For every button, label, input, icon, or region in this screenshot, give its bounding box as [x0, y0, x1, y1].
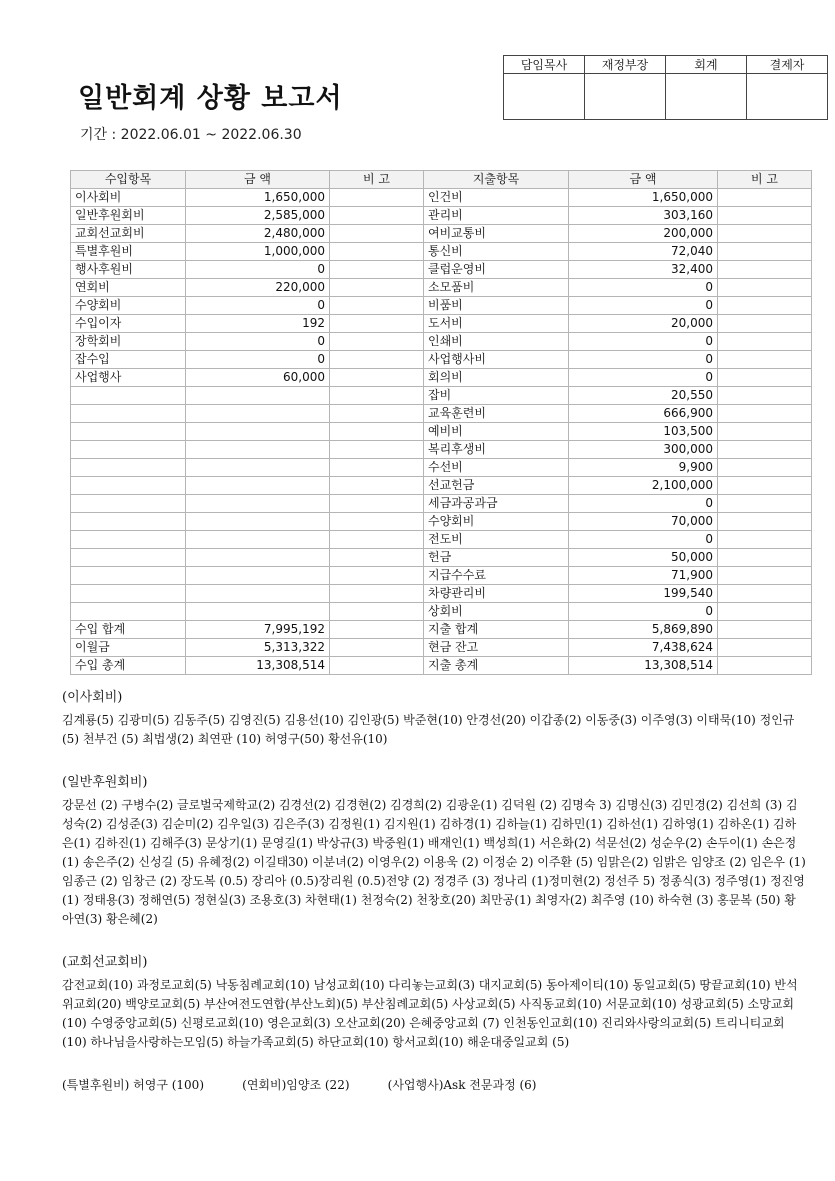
approval-sign-cell[interactable] — [504, 74, 585, 120]
expense-amount: 50,000 — [569, 549, 718, 567]
income-note — [330, 441, 424, 459]
expense-note — [718, 621, 812, 639]
expense-item: 관리비 — [424, 207, 569, 225]
income-amount: 60,000 — [186, 369, 330, 387]
ledger-row — [71, 423, 812, 441]
expense-amount: 7,438,624 — [569, 639, 718, 657]
income-item — [71, 567, 186, 585]
income-amount — [186, 387, 330, 405]
approval-sign-cell[interactable] — [666, 74, 747, 120]
income-item-header: 수입항목 — [71, 171, 186, 189]
expense-amount: 20,550 — [569, 387, 718, 405]
ledger-row — [71, 315, 812, 333]
income-amount: 0 — [186, 261, 330, 279]
income-amount — [186, 441, 330, 459]
income-amount: 192 — [186, 315, 330, 333]
expense-item: 현금 잔고 — [424, 639, 569, 657]
income-note — [330, 477, 424, 495]
expense-note — [718, 495, 812, 513]
expense-note — [718, 351, 812, 369]
income-amount: 1,000,000 — [186, 243, 330, 261]
income-note — [330, 387, 424, 405]
expense-item: 지출 총계 — [424, 657, 569, 675]
page-title: 일반회계 상황 보고서 — [78, 83, 343, 114]
expense-note — [718, 297, 812, 315]
income-amount: 2,480,000 — [186, 225, 330, 243]
income-item — [71, 513, 186, 531]
income-amount — [186, 423, 330, 441]
expense-amount: 1,650,000 — [569, 189, 718, 207]
income-note — [330, 189, 424, 207]
income-amount: 0 — [186, 351, 330, 369]
expense-note — [718, 189, 812, 207]
expense-amount: 0 — [569, 369, 718, 387]
ledger-row — [71, 387, 812, 405]
income-item: 연회비 — [71, 279, 186, 297]
ledger-row — [71, 261, 812, 279]
expense-note — [718, 279, 812, 297]
expense-note — [718, 549, 812, 567]
expense-note — [718, 423, 812, 441]
expense-amount: 2,100,000 — [569, 477, 718, 495]
expense-item: 소모품비 — [424, 279, 569, 297]
expense-amount: 71,900 — [569, 567, 718, 585]
income-item: 교회선교회비 — [71, 225, 186, 243]
expense-item: 잡비 — [424, 387, 569, 405]
expense-item: 인쇄비 — [424, 333, 569, 351]
income-amount: 220,000 — [186, 279, 330, 297]
donor-notes — [62, 688, 807, 1095]
income-amount: 0 — [186, 297, 330, 315]
expense-amount-header: 금 액 — [569, 171, 718, 189]
ledger-row — [71, 243, 812, 261]
section-body: 김계룡(5) 김광미(5) 김동주(5) 김영진(5) 김용선(10) 김인광(5) 박준현(10) 안경선(20) 이갑종(2) 이동중(3) 이주영(3) 이태묵(10) 정인규(5) 천부건 (5) 최법생(2) 최연판 (10) 허영구(50) 황선유(10) — [62, 713, 795, 746]
income-note — [330, 459, 424, 477]
ledger-row — [71, 225, 812, 243]
expense-amount: 103,500 — [569, 423, 718, 441]
approval-sign-cell[interactable] — [585, 74, 666, 120]
ledger-row — [71, 351, 812, 369]
expense-amount: 32,400 — [569, 261, 718, 279]
expense-amount: 0 — [569, 603, 718, 621]
income-amount — [186, 513, 330, 531]
expense-note-header: 비 고 — [718, 171, 812, 189]
income-note — [330, 369, 424, 387]
income-item: 이사회비 — [71, 189, 186, 207]
section-board-dues — [62, 688, 807, 749]
income-item — [71, 423, 186, 441]
expense-amount: 20,000 — [569, 315, 718, 333]
expense-note — [718, 225, 812, 243]
income-item — [71, 441, 186, 459]
section-heading: (일반후원회비) — [62, 775, 148, 790]
section-heading: (이사회비) — [62, 690, 123, 705]
income-amount: 0 — [186, 333, 330, 351]
expense-note — [718, 333, 812, 351]
income-note — [330, 495, 424, 513]
income-item: 수입이자 — [71, 315, 186, 333]
ledger-row — [71, 585, 812, 603]
expense-note — [718, 657, 812, 675]
expense-item: 여비교통비 — [424, 225, 569, 243]
ledger-row — [71, 639, 812, 657]
ledger-row — [71, 549, 812, 567]
expense-item: 전도비 — [424, 531, 569, 549]
income-item: 수입 총계 — [71, 657, 186, 675]
expense-note — [718, 585, 812, 603]
income-item: 잡수입 — [71, 351, 186, 369]
income-amount: 7,995,192 — [186, 621, 330, 639]
expense-item: 클럽운영비 — [424, 261, 569, 279]
expense-amount: 199,540 — [569, 585, 718, 603]
income-item: 일반후원회비 — [71, 207, 186, 225]
expense-item: 인건비 — [424, 189, 569, 207]
income-item: 사업행사 — [71, 369, 186, 387]
ledger-row — [71, 207, 812, 225]
expense-note — [718, 369, 812, 387]
ledger-row — [71, 459, 812, 477]
expense-item: 예비비 — [424, 423, 569, 441]
income-note — [330, 351, 424, 369]
income-item: 수입 합계 — [71, 621, 186, 639]
section-body: 감전교회(10) 과정로교회(5) 낙동침례교회(10) 남성교회(10) 다리놓는교회(3) 대지교회(5) 동아제이티(10) 동일교회(5) 땅끝교회(10) 반석위교회(20) 백양로교회(5) 부산여전도연합(부산노회)(5) 부산침례교회(5) 사상교회(5) 사직동교회(10) 서문교회(10) 성광교회(5) 소망교회(10) 수영중앙교회(5) 신평로교회(10) 영은교회(3) 오산교회(20) 은혜중앙교회 (7) 인천동인교회(10) 진리와사랑의교회(5) 트리니티교회(10) 하나님을사랑하는모임(5) 하늘가족교회(5) 하단교회(10) 항서교회(10) 해운대중일교회 (5) — [62, 978, 798, 1049]
income-note — [330, 657, 424, 675]
expense-amount: 70,000 — [569, 513, 718, 531]
income-amount — [186, 531, 330, 549]
expense-item: 상회비 — [424, 603, 569, 621]
approval-header-pastor: 담임목사 — [504, 56, 585, 74]
expense-item: 헌금 — [424, 549, 569, 567]
expense-amount: 666,900 — [569, 405, 718, 423]
approval-sign-cell[interactable] — [747, 74, 828, 120]
income-note — [330, 621, 424, 639]
section-church-mission — [62, 953, 807, 1052]
section-body: 강문선 (2) 구병수(2) 글로벌국제학교(2) 김경선(2) 김경현(2) 김경희(2) 김광운(1) 김덕원 (2) 김명숙 3) 김명신(3) 김민경(2) 김선희 (3) 김성숙(2) 김성준(3) 김순미(2) 김우일(3) 김은주(3) 김정원(1) 김지원(1) 김하경(1) 김하늘(1) 김하민(1) 김하선(1) 김하영(1) 김하온(1) 김하은(1) 김하진(1) 김해주(3) 문상기(1) 문영길(1) 박상규(3) 박중원(1) 배재인(1) 백성희(1) 서은화(2) 석문선(2) 성순우(2) 손두이(1) 손은정(1) 송은주(2) 신성길 (5) 유혜정(2) 이길태30) 이분녀(2) 이영우(2) 이용욱 (2) 이정순 2) 이주환 (5) 임맑은(2) 임밝은 임양조 (2) 임은우 (1) 임종근 (2) 임창근 (2) 장도복 (0.5) 장리아 (0.5)장리원 (0.5)전양 (2) 정경주 (3) 정나리 (1)정미현(2) 정선주 5) 정종식(3) 정주영(1) 정진영(1) 정태용(3) 정해연(5) 정현실(3) 조용호(3) 차현태(1) 천정숙(2) 천창호(20) 최만공(1) 최영자(2) 최주영 (10) 하숙현 (3) 홍문복 (50) 황아연(3) 황은혜(2) — [62, 798, 806, 926]
income-note — [330, 567, 424, 585]
income-item: 수양회비 — [71, 297, 186, 315]
income-amount — [186, 567, 330, 585]
expense-note — [718, 441, 812, 459]
expense-note — [718, 459, 812, 477]
income-note — [330, 243, 424, 261]
income-note — [330, 549, 424, 567]
report-period: 기간 : 2022.06.01 ~ 2022.06.30 — [80, 127, 302, 143]
approval-box — [503, 55, 828, 120]
income-note — [330, 423, 424, 441]
income-note — [330, 297, 424, 315]
expense-note — [718, 603, 812, 621]
ledger-row — [71, 567, 812, 585]
income-note — [330, 315, 424, 333]
section-general-support — [62, 773, 807, 929]
income-amount — [186, 459, 330, 477]
income-note — [330, 261, 424, 279]
expense-amount: 9,900 — [569, 459, 718, 477]
income-amount: 5,313,322 — [186, 639, 330, 657]
expense-note — [718, 477, 812, 495]
income-item — [71, 477, 186, 495]
ledger-row — [71, 189, 812, 207]
expense-amount: 72,040 — [569, 243, 718, 261]
section-heading: (교회선교회비) — [62, 955, 148, 970]
income-item — [71, 549, 186, 567]
income-note — [330, 207, 424, 225]
income-item — [71, 585, 186, 603]
special-donations-line: (특별후원비) 허영구 (100) (연회비)임양조 (22) (사업행사)Ask 전문과정 (6) — [62, 1078, 537, 1092]
expense-item: 사업행사비 — [424, 351, 569, 369]
income-item: 행사후원비 — [71, 261, 186, 279]
expense-amount: 0 — [569, 495, 718, 513]
expense-item: 수양회비 — [424, 513, 569, 531]
expense-note — [718, 387, 812, 405]
ledger-row — [71, 603, 812, 621]
expense-item: 회의비 — [424, 369, 569, 387]
ledger-row — [71, 657, 812, 675]
ledger-row — [71, 297, 812, 315]
expense-note — [718, 531, 812, 549]
ledger-row — [71, 279, 812, 297]
income-item: 장학회비 — [71, 333, 186, 351]
expense-item: 차량관리비 — [424, 585, 569, 603]
income-amount — [186, 405, 330, 423]
ledger-body — [71, 189, 812, 675]
income-note-header: 비 고 — [330, 171, 424, 189]
income-item: 특별후원비 — [71, 243, 186, 261]
expense-item: 비품비 — [424, 297, 569, 315]
expense-item: 지출 합계 — [424, 621, 569, 639]
approval-header-approver: 결제자 — [747, 56, 828, 74]
income-note — [330, 279, 424, 297]
income-note — [330, 639, 424, 657]
expense-item: 선교헌금 — [424, 477, 569, 495]
income-note — [330, 405, 424, 423]
income-note — [330, 585, 424, 603]
income-note — [330, 513, 424, 531]
approval-header-finance: 재정부장 — [585, 56, 666, 74]
expense-note — [718, 513, 812, 531]
income-item — [71, 387, 186, 405]
income-note — [330, 603, 424, 621]
expense-note — [718, 207, 812, 225]
expense-amount: 5,869,890 — [569, 621, 718, 639]
expense-note — [718, 243, 812, 261]
ledger-row — [71, 531, 812, 549]
expense-item: 지급수수료 — [424, 567, 569, 585]
income-amount — [186, 495, 330, 513]
income-amount — [186, 477, 330, 495]
expense-amount: 200,000 — [569, 225, 718, 243]
expense-item: 복리후생비 — [424, 441, 569, 459]
expense-note — [718, 405, 812, 423]
expense-amount: 0 — [569, 297, 718, 315]
expense-amount: 0 — [569, 351, 718, 369]
expense-item-header: 지출항목 — [424, 171, 569, 189]
ledger-row — [71, 621, 812, 639]
income-amount — [186, 603, 330, 621]
ledger-row — [71, 333, 812, 351]
expense-note — [718, 261, 812, 279]
income-item — [71, 531, 186, 549]
ledger-table — [70, 170, 812, 675]
expense-item: 통신비 — [424, 243, 569, 261]
expense-item: 수선비 — [424, 459, 569, 477]
ledger-row — [71, 405, 812, 423]
ledger-row — [71, 369, 812, 387]
expense-amount: 0 — [569, 531, 718, 549]
expense-amount: 0 — [569, 279, 718, 297]
ledger-row — [71, 441, 812, 459]
expense-amount: 300,000 — [569, 441, 718, 459]
income-amount: 2,585,000 — [186, 207, 330, 225]
ledger-row — [71, 477, 812, 495]
income-amount — [186, 549, 330, 567]
income-amount: 1,650,000 — [186, 189, 330, 207]
approval-header-accounting: 회계 — [666, 56, 747, 74]
expense-item: 세금과공과금 — [424, 495, 569, 513]
ledger-row — [71, 495, 812, 513]
income-item — [71, 495, 186, 513]
expense-amount: 0 — [569, 333, 718, 351]
income-note — [330, 333, 424, 351]
expense-note — [718, 639, 812, 657]
income-note — [330, 225, 424, 243]
income-amount-header: 금 액 — [186, 171, 330, 189]
ledger-row — [71, 513, 812, 531]
expense-item: 교육훈련비 — [424, 405, 569, 423]
income-amount — [186, 585, 330, 603]
income-item — [71, 603, 186, 621]
income-item — [71, 405, 186, 423]
expense-amount: 13,308,514 — [569, 657, 718, 675]
expense-item: 도서비 — [424, 315, 569, 333]
income-amount: 13,308,514 — [186, 657, 330, 675]
expense-amount: 303,160 — [569, 207, 718, 225]
expense-note — [718, 567, 812, 585]
income-item — [71, 459, 186, 477]
expense-note — [718, 315, 812, 333]
income-note — [330, 531, 424, 549]
income-item: 이월금 — [71, 639, 186, 657]
